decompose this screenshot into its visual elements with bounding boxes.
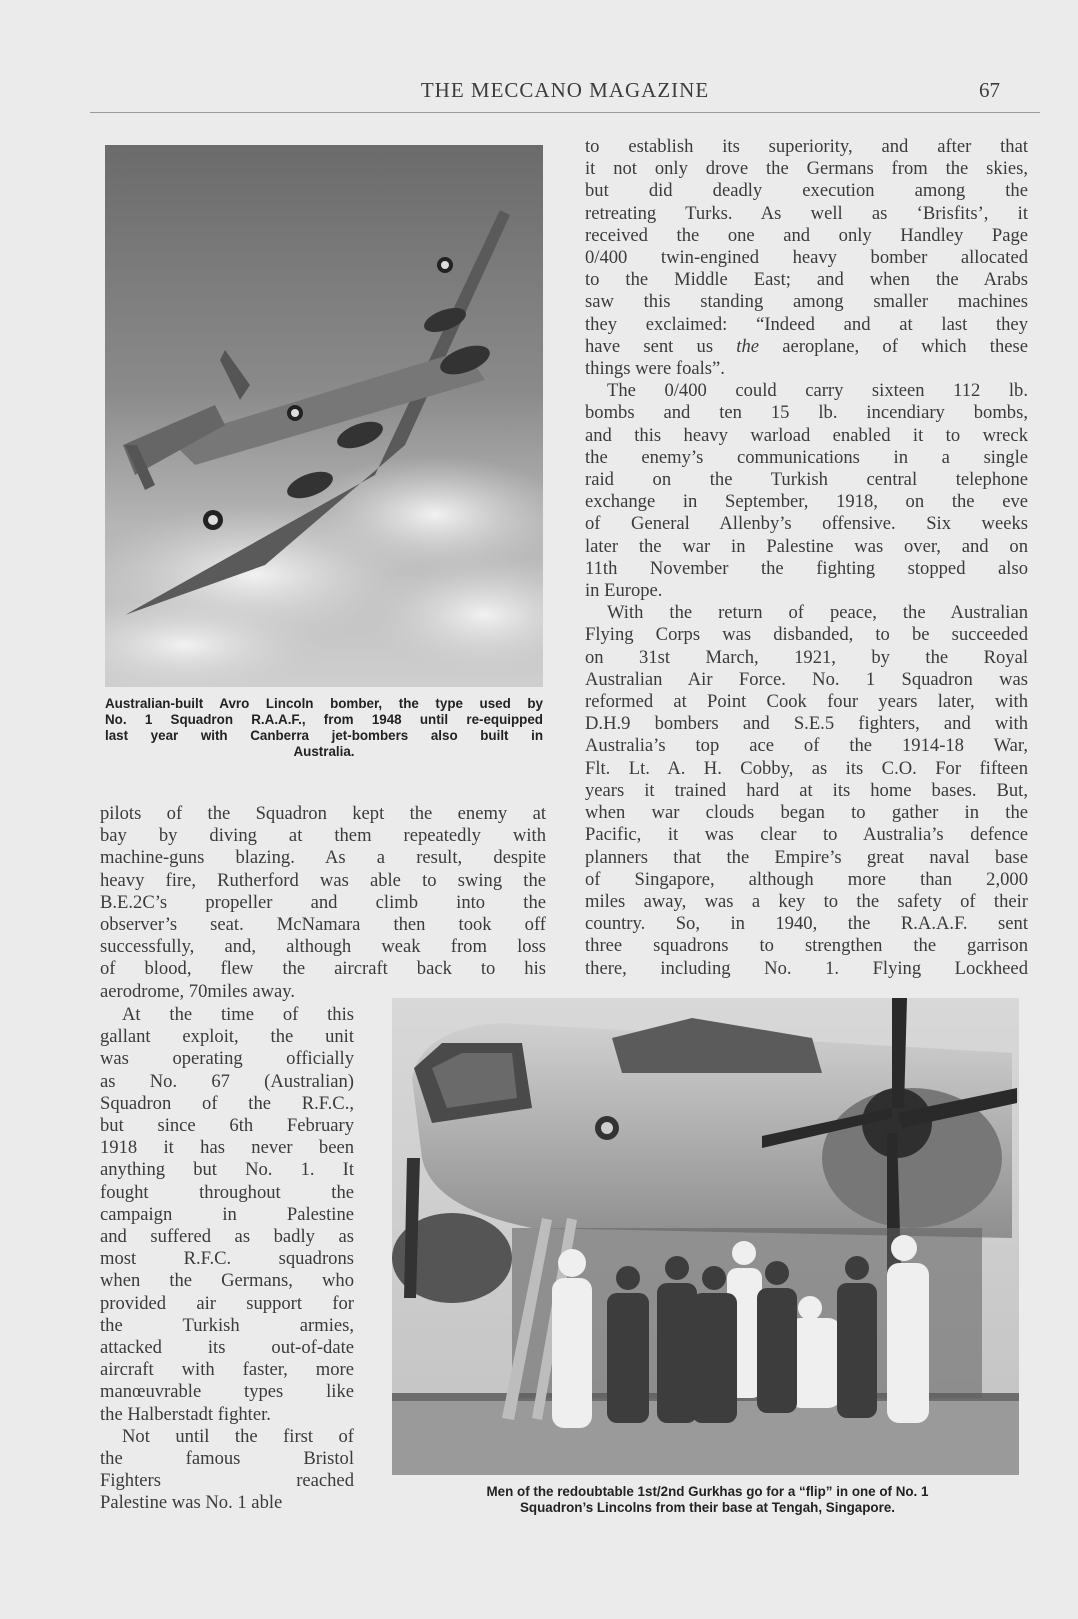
text-line: and suffered as badly as [100,1226,354,1248]
text-line: three squadrons to strengthen the garrison [585,935,1028,957]
text-line: anything but No. 1. It [100,1159,354,1181]
text-line: the enemy’s communications in a single [585,446,1028,468]
text-line: to the Middle East; and when the Arabs [585,269,1028,291]
text-line: of blood, flew the aircraft back to his [100,958,546,980]
text-line: years it trained hard at its home bases. But, [585,779,1028,801]
text-line: campaign in Palestine [100,1203,354,1225]
text-line: as No. 67 (Australian) [100,1070,354,1092]
text-line: to establish its superiority, and after that [585,136,1028,157]
text-line: Palestine was No. 1 able [100,1492,283,1514]
text-line: 11th November the fighting stopped also [585,557,1028,579]
text-line: bombs and ten 15 lb. incendiary bombs, [585,402,1028,424]
caption-line: Squadron’s Lincolns from their base at Tengah, Singapore. [520,1500,895,1515]
text-line: exchange in September, 1918, on the eve [585,491,1028,513]
lincoln-bomber-photo [105,145,543,687]
page-header [90,78,1040,113]
left-column-text [100,803,546,1003]
text-line: aerodrome, 70miles away. [100,980,295,1002]
text-line: things were foals”. [585,358,725,380]
text-line: D.H.9 bombers and S.E.5 fighters, and with [585,713,1028,735]
text-line: 0/400 twin-engined heavy bomber allocated [585,247,1028,269]
text-line: the Halberstadt fighter. [100,1403,271,1425]
text-line: later the war in Palestine was over, and on [585,535,1028,557]
caption-line: Australian-built Avro Lincoln bomber, the type used by [105,696,543,711]
text-line: country. So, in 1940, the R.A.A.F. sent [585,913,1028,935]
right-column-text [585,136,1028,980]
text-line: planners that the Empire’s great naval base [585,846,1028,868]
text-line: Flying Corps was disbanded, to be succeeded [585,624,1028,646]
text-line: there, including No. 1. Flying Lockheed [585,957,1028,979]
text-line: 1918 it has never been [100,1137,354,1159]
text-line: in Europe. [585,580,663,602]
text-line: With the return of peace, the Australian [607,602,1028,624]
text-line: Australia’s top ace of the 1914-18 War, [585,735,1028,757]
text-line: the Turkish armies, [100,1314,354,1336]
text-line: but did deadly execution among the [585,180,1028,202]
text-line: At the time of this [122,1004,354,1025]
emphasis: the [736,335,760,357]
text-line: miles away, was a key to the safety of their [585,890,1028,912]
text-line: saw this standing among smaller machines [585,291,1028,313]
text-line: The 0/400 could carry sixteen 112 lb. [607,380,1028,402]
text-line: machine-guns blazing. As a result, despite [100,847,546,869]
text-line: raid on the Turkish central telephone [585,469,1028,491]
text-line: pilots of the Squadron kept the enemy at [100,803,546,824]
text-line: attacked its out-of-date [100,1337,354,1359]
text-line: Australian Air Force. No. 1 Squadron was [585,668,1028,690]
text-line: B.E.2C’s propeller and climb into the [100,891,546,913]
narrow-column-text [100,1004,354,1515]
text-line: on 31st March, 1921, by the Royal [585,646,1028,668]
text-line: of Singapore, although more than 2,000 [585,868,1028,890]
text-line: heavy fire, Rutherford was able to swing the [100,869,546,891]
text-line: bay by diving at them repeatedly with [100,825,546,847]
text-line: of General Allenby’s offensive. Six weeks [585,513,1028,535]
text-line: Fighters reached [100,1470,354,1492]
magazine-title: THE MECCANO MAGAZINE [420,78,710,102]
text-line: gallant exploit, the unit [100,1026,354,1048]
caption-line: Men of the redoubtable 1st/2nd Gurkhas go for a “flip” in one of No. 1 [486,1484,929,1499]
text-line: retreating Turks. As well as ‘Brisfits’, it [585,202,1028,224]
text-line: Squadron of the R.F.C., [100,1092,354,1114]
text-line: Pacific, it was clear to Australia’s defence [585,824,1028,846]
gurkhas-photo-caption [395,1484,1020,1516]
text-line: Not until the first of [122,1425,354,1447]
text-line: have sent us the aeroplane, of which these [585,335,1028,357]
text-line: received the one and only Handley Page [585,224,1028,246]
bomber-photo-caption [105,696,543,760]
text-line: when war clouds began to gather in the [585,802,1028,824]
caption-line: Australia. [293,744,355,759]
text-line: it not only drove the Germans from the skies, [585,158,1028,180]
text-line: observer’s seat. McNamara then took off [100,914,546,936]
text-line: the famous Bristol [100,1448,354,1470]
text-line: most R.F.C. squadrons [100,1248,354,1270]
text-line: reformed at Point Cook four years later, with [585,691,1028,713]
text-line: but since 6th February [100,1115,354,1137]
text-line: fought throughout the [100,1181,354,1203]
caption-line: No. 1 Squadron R.A.A.F., from 1948 until re-equipped [105,712,543,727]
caption-line: last year with Canberra jet-bombers also built in [105,728,543,743]
gurkhas-lincoln-photo [392,998,1019,1475]
page-number: 67 [979,78,1000,102]
text-line: when the Germans, who [100,1270,354,1292]
text-line: Flt. Lt. A. H. Cobby, as its C.O. For fifteen [585,757,1028,779]
text-line: was operating officially [100,1048,354,1070]
text-line: provided air support for [100,1292,354,1314]
text-line: and this heavy warload enabled it to wreck [585,424,1028,446]
text-line: aircraft with faster, more [100,1359,354,1381]
text-line: manœuvrable types like [100,1381,354,1403]
text-line: they exclaimed: “Indeed and at last they [585,313,1028,335]
text-line: successfully, and, although weak from loss [100,936,546,958]
